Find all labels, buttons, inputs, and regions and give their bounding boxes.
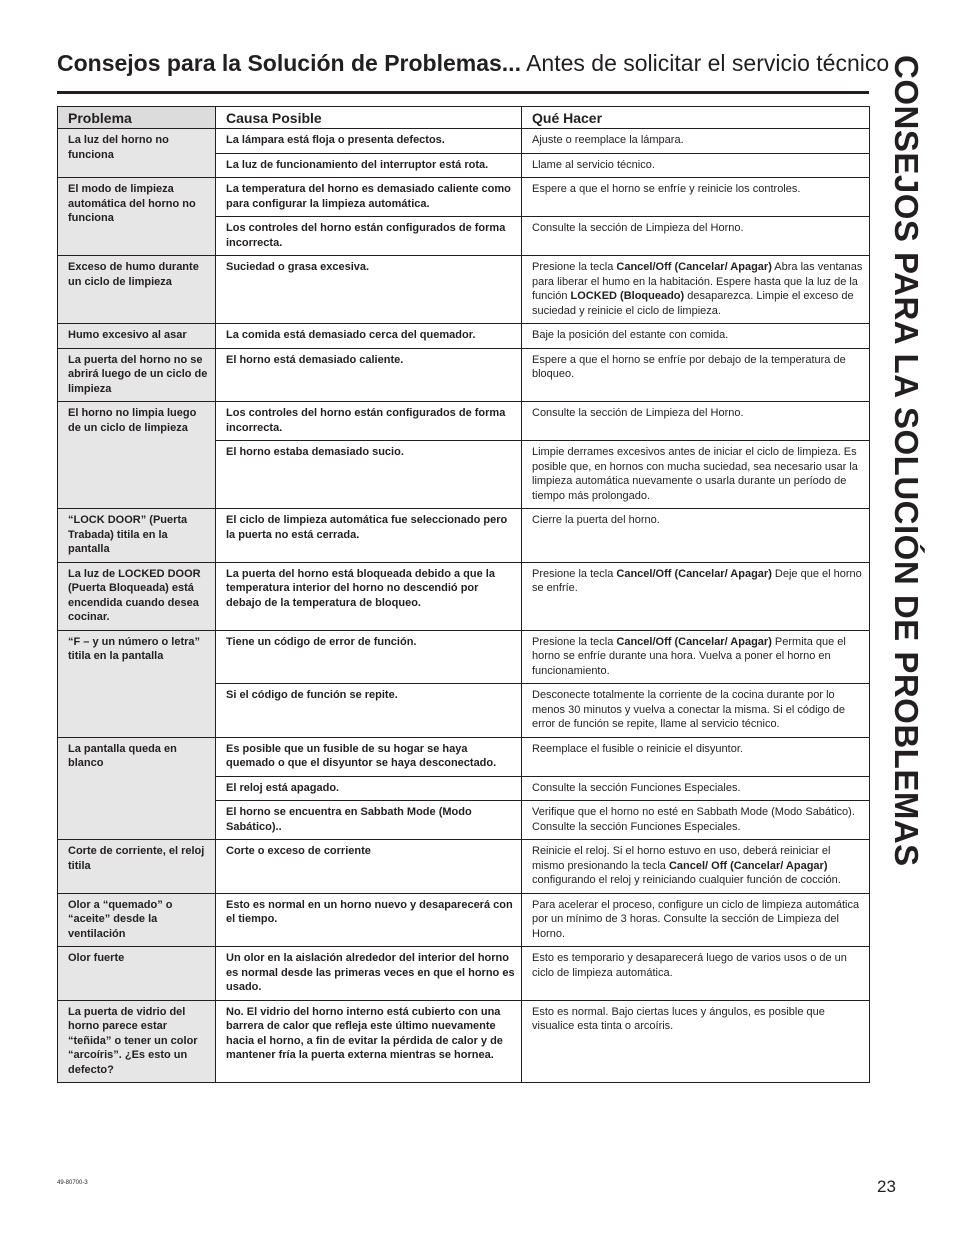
- action-text: Reinicie el reloj. Si el horno estuvo en uso, deberá reiniciar el mismo presionando la tecla: [532, 845, 831, 872]
- action-cell: Limpie derrames excesivos antes de iniciar el ciclo de limpieza. Es posible que, en hornos con mucha suciedad, sea necesario usar la limpieza automática nuevamente o usarla durante un período de tiempo más prolongado.: [522, 441, 870, 509]
- action-cell: Consulte la sección Funciones Especiales.: [522, 776, 870, 801]
- header-que-hacer: Qué Hacer: [522, 107, 870, 129]
- action-cell: Esto es temporario y desaparecerá luego de varios usos o de un ciclo de limpieza automática.: [522, 947, 870, 1001]
- table-row: [58, 840, 870, 894]
- table-row: [58, 893, 870, 947]
- action-cell: Llame al servicio técnico.: [522, 153, 870, 178]
- action-cell: Ajuste o reemplace la lámpara.: [522, 129, 870, 154]
- document-code: 49-80700-3: [57, 1180, 88, 1186]
- page-number: 23: [877, 1177, 896, 1196]
- action-cell: Baje la posición del estante con comida.: [522, 324, 870, 349]
- side-label-text: CONSEJOS PARA LA SOLUCIÓN DE PROBLEMAS: [888, 55, 925, 867]
- action-cell: Para acelerar el proceso, configure un ciclo de limpieza automática por un mínimo de 3 horas. Consulte la sección de Limpieza del Horno.: [522, 893, 870, 947]
- table-row: [58, 348, 870, 402]
- cause-cell: El horno se encuentra en Sabbath Mode (Modo Sabático)..: [216, 801, 522, 840]
- cause-cell: Los controles del horno están configurados de forma incorrecta.: [216, 402, 522, 441]
- problem-cell: Olor fuerte: [58, 947, 216, 1001]
- action-cell: [522, 562, 870, 630]
- problem-cell: Exceso de humo durante un ciclo de limpieza: [58, 256, 216, 324]
- table-row: [58, 178, 870, 217]
- cause-cell: El reloj está apagado.: [216, 776, 522, 801]
- action-text: desaparezca. Limpie el exceso de suciedad y reinicie el ciclo de limpieza.: [532, 290, 854, 317]
- action-cell: Desconecte totalmente la corriente de la cocina durante por lo menos 30 minutos y vuelva a conectar la misma. Si el código de error de función se repite, llame al servicio técnico.: [522, 684, 870, 738]
- problem-cell: La luz de LOCKED DOOR (Puerta Bloqueada) está encendida cuando desea cocinar.: [58, 562, 216, 630]
- action-cell: Esto es normal. Bajo ciertas luces y ángulos, es posible que visualice esta tinta o arcoíris.: [522, 1000, 870, 1083]
- table-row: [58, 562, 870, 630]
- cause-cell: El horno está demasiado caliente.: [216, 348, 522, 402]
- cause-cell: Corte o exceso de corriente: [216, 840, 522, 894]
- action-emphasis: LOCKED (Bloqueado): [570, 290, 685, 302]
- action-text: Presione la tecla: [532, 567, 617, 580]
- action-cell: [522, 630, 870, 684]
- action-emphasis: Cancel/Off (Cancelar/ Apagar): [616, 635, 772, 648]
- action-cell: [522, 256, 870, 324]
- cause-cell: La lámpara está floja o presenta defectos.: [216, 129, 522, 154]
- table-row: [58, 737, 870, 776]
- cause-cell: La luz de funcionamiento del interruptor está rota.: [216, 153, 522, 178]
- action-text: Abra las ventanas para liberar el humo en la habitación. Espere hasta que la luz de la función: [532, 261, 863, 302]
- title-rule: [57, 91, 869, 94]
- action-cell: [522, 840, 870, 894]
- cause-cell: Tiene un código de error de función.: [216, 630, 522, 684]
- table-row: [58, 1000, 870, 1083]
- cause-cell: Es posible que un fusible de su hogar se haya quemado o que el disyuntor se haya desconectado.: [216, 737, 522, 776]
- page-title-rest: Antes de solicitar el servicio técnico: [520, 50, 890, 76]
- page-title-bold: Consejos para la Solución de Problemas...: [57, 50, 521, 76]
- problem-cell: El horno no limpia luego de un ciclo de limpieza: [58, 402, 216, 509]
- cause-cell: La temperatura del horno es demasiado caliente como para configurar la limpieza automática.: [216, 178, 522, 217]
- table-body: [58, 129, 870, 1083]
- table-row: [58, 630, 870, 684]
- action-emphasis: Cancel/Off (Cancelar/ Apagar): [616, 261, 772, 273]
- action-cell: Espere a que el horno se enfríe y reinicie los controles.: [522, 178, 870, 217]
- cause-cell: El ciclo de limpieza automática fue seleccionado pero la puerta no está cerrada.: [216, 509, 522, 563]
- action-cell: Consulte la sección de Limpieza del Horno.: [522, 402, 870, 441]
- action-cell: Reemplace el fusible o reinicie el disyuntor.: [522, 737, 870, 776]
- cause-cell: La puerta del horno está bloqueada debido a que la temperatura interior del horno no descendió por debajo de la temperatura de bloqueo.: [216, 562, 522, 630]
- action-text: Presione la tecla: [532, 261, 617, 273]
- action-cell: Cierre la puerta del horno.: [522, 509, 870, 563]
- action-text: Presione la tecla: [532, 635, 617, 648]
- cause-cell: Los controles del horno están configurados de forma incorrecta.: [216, 217, 522, 256]
- problem-cell: La pantalla queda en blanco: [58, 737, 216, 840]
- problem-cell: Humo excesivo al asar: [58, 324, 216, 349]
- cause-cell: Esto es normal en un horno nuevo y desaparecerá con el tiempo.: [216, 893, 522, 947]
- problem-cell: La luz del horno no funciona: [58, 129, 216, 178]
- cause-cell: El horno estaba demasiado sucio.: [216, 441, 522, 509]
- cause-cell: Un olor en la aislación alrededor del interior del horno es normal desde las primeras veces en que el horno es usado.: [216, 947, 522, 1001]
- action-text: Deje que el horno se enfríe.: [532, 567, 862, 594]
- action-cell: Consulte la sección de Limpieza del Horno.: [522, 217, 870, 256]
- header-causa: Causa Posible: [216, 107, 522, 129]
- table-header-row: [58, 107, 870, 129]
- table-row: [58, 256, 870, 324]
- table-row: [58, 129, 870, 154]
- problem-cell: La puerta del horno no se abrirá luego de un ciclo de limpieza: [58, 348, 216, 402]
- problem-cell: La puerta de vidrio del horno parece estar “teñida” o tener un color “arcoíris”. ¿Es esto un defecto?: [58, 1000, 216, 1083]
- cause-cell: Si el código de función se repite.: [216, 684, 522, 738]
- cause-cell: No. El vidrio del horno interno está cubierto con una barrera de calor que refleja este último nuevamente hacia el horno, a fin de evitar la pérdida de calor y de mantener fría la puerta externa mientras se hornea.: [216, 1000, 522, 1083]
- action-cell: Verifique que el horno no esté en Sabbath Mode (Modo Sabático). Consulte la sección Funciones Especiales.: [522, 801, 870, 840]
- table-row: [58, 509, 870, 563]
- problem-cell: El modo de limpieza automática del horno no funciona: [58, 178, 216, 256]
- side-label: [875, 55, 925, 867]
- action-emphasis: Cancel/ Off (Cancelar/ Apagar): [668, 859, 828, 872]
- action-cell: Espere a que el horno se enfríe por debajo de la temperatura de bloqueo.: [522, 348, 870, 402]
- action-text: configurando el reloj y reiniciando cualquier función de cocción.: [532, 874, 841, 886]
- table-row: [58, 947, 870, 1001]
- page-title: [57, 50, 889, 77]
- action-text: Permita que el horno se enfríe durante una hora. Vuelva a poner el horno en funcionamiento.: [532, 635, 846, 677]
- problem-cell: “F – y un número o letra” titila en la pantalla: [58, 630, 216, 737]
- problem-cell: “LOCK DOOR” (Puerta Trabada) titila en la pantalla: [58, 509, 216, 563]
- table-row: [58, 402, 870, 441]
- header-problema: Problema: [58, 107, 216, 129]
- problem-cell: Corte de corriente, el reloj titila: [58, 840, 216, 894]
- cause-cell: Suciedad o grasa excesiva.: [216, 256, 522, 324]
- troubleshooting-table: [57, 106, 870, 1083]
- action-emphasis: Cancel/Off (Cancelar/ Apagar): [616, 567, 772, 580]
- table-row: [58, 324, 870, 349]
- cause-cell: La comida está demasiado cerca del quemador.: [216, 324, 522, 349]
- problem-cell: Olor a “quemado” o “aceite” desde la ventilación: [58, 893, 216, 947]
